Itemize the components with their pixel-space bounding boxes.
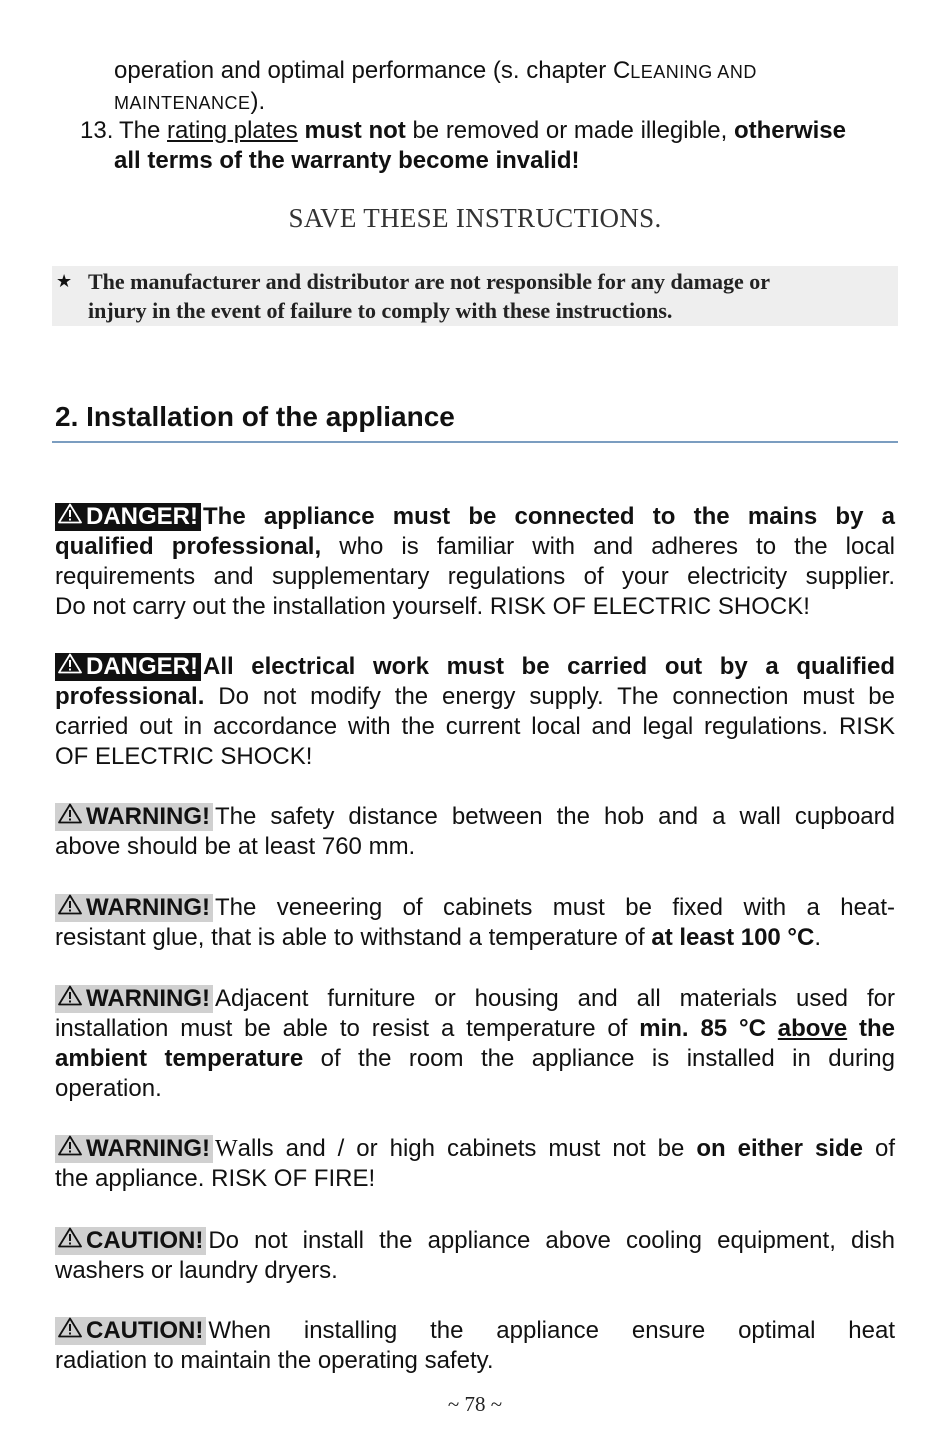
badge-label: WARNING! (86, 985, 210, 1012)
notice-line (55, 1226, 895, 1256)
list-item-13 (119, 116, 895, 146)
badge-label: CAUTION! (86, 1317, 204, 1344)
notice-emphasis: above (777, 1015, 848, 1042)
warning-triangle-icon (58, 1135, 82, 1162)
notice-text: The veneering of cabinets must be fixed with a heat- (214, 894, 895, 921)
item13-bold-2: otherwise (733, 117, 846, 144)
notice-line (55, 502, 895, 532)
notice-line (55, 1316, 895, 1346)
item13-bold: must not (304, 117, 406, 144)
notice-emphasis: min. 85 °C (639, 1015, 778, 1042)
continuation-line-1 (114, 56, 895, 87)
star-icon: ★ (56, 271, 73, 292)
notice-emphasis: qualified professional, (55, 533, 322, 560)
continuation-smallcaps: LEANING AND (630, 62, 757, 82)
warning-triangle-icon (58, 1317, 82, 1344)
notice-text: washers or laundry dryers. (55, 1257, 338, 1284)
notice-line (55, 1256, 895, 1286)
safety-notice-warn (55, 1226, 895, 1286)
notice-text: carried out in accordance with the current local and legal regulations. RISK (55, 713, 895, 740)
notice-line (55, 802, 895, 832)
notice-text: operation. (55, 1075, 162, 1102)
danger-badge (55, 653, 201, 681)
safety-notice-warn (55, 802, 895, 862)
notice-line (55, 1164, 895, 1194)
section-title: 2. Installation of the appliance (55, 401, 455, 432)
safety-notice-warn (55, 893, 895, 953)
notice-line (55, 832, 895, 862)
page-number: ~ 78 ~ (447, 1392, 503, 1416)
notice-line (55, 562, 895, 592)
continuation-smallcaps-2: MAINTENANCE (114, 93, 251, 113)
notice-line (55, 712, 895, 742)
warning-triangle-icon (58, 653, 82, 680)
notice-text: radiation to maintain the operating safety. (55, 1347, 494, 1374)
notice-text: resistant glue, that is able to withstand a temperature of (55, 924, 652, 951)
notice-emphasis: on either side (696, 1135, 863, 1162)
notice-text: Do not install the appliance above cooling equipment, dish (208, 1227, 895, 1254)
notice-line (55, 1044, 895, 1074)
notice-line (55, 652, 895, 682)
notice-text: installation must be able to resist a temperature of (55, 1015, 640, 1042)
save-instructions-heading: SAVE THESE INSTRUCTIONS. (288, 203, 662, 233)
warning-triangle-icon (58, 503, 82, 530)
notice-text: . (814, 924, 822, 951)
caution-badge (55, 1227, 206, 1255)
notice-text: requirements and supplementary regulations of your electricity supplier. (55, 563, 895, 590)
safety-notice-danger (55, 652, 895, 772)
disclaimer-line-1: The manufacturer and distributor are not responsible for any damage or (88, 269, 771, 294)
continuation-end: ). (250, 88, 266, 115)
safety-notice-danger (55, 502, 895, 622)
notice-line (55, 923, 895, 953)
warning-triangle-icon (58, 894, 82, 921)
danger-badge (55, 503, 201, 531)
list-item-number: 13. (80, 117, 114, 144)
section-divider (52, 441, 898, 443)
notice-text: Do not carry out the installation yourself. RISK OF ELECTRIC SHOCK! (55, 593, 810, 620)
caution-badge (55, 1317, 206, 1345)
notice-line (55, 742, 895, 772)
warning-badge (55, 894, 213, 922)
warning-triangle-icon (58, 985, 82, 1012)
notice-text: above should be at least 760 mm. (55, 833, 416, 860)
continuation-line-2 (114, 87, 265, 118)
notice-emphasis: The appliance must be connected to the mains by a (203, 503, 895, 530)
warning-badge (55, 803, 213, 831)
notice-text: of (863, 1135, 895, 1162)
notice-text: W (214, 1136, 238, 1162)
rating-plates-term: rating plates (167, 117, 298, 144)
notice-line (55, 1074, 895, 1104)
notice-emphasis: All electrical work must be carried out by a qualified (203, 653, 895, 680)
notice-line (55, 682, 895, 712)
disclaimer-line-2: injury in the event of failure to comply with these instructions. (88, 298, 673, 323)
warning-triangle-icon (58, 803, 82, 830)
badge-label: WARNING! (86, 803, 210, 830)
notice-text: alls and / or high cabinets must not be (237, 1135, 697, 1162)
notice-line (55, 893, 895, 923)
notice-emphasis: ambient temperature (55, 1045, 304, 1072)
badge-label: WARNING! (86, 894, 210, 921)
safety-notice-warn (55, 984, 895, 1104)
notice-emphasis: professional. (55, 683, 205, 710)
notice-emphasis: the (847, 1015, 896, 1042)
warning-triangle-icon (58, 1227, 82, 1254)
warranty-warning: all terms of the warranty become invalid! (114, 147, 580, 174)
continuation-text: operation and optimal performance (s. chapter (114, 57, 613, 84)
safety-notice-warn (55, 1134, 895, 1194)
notice-line (55, 1014, 895, 1044)
badge-label: CAUTION! (86, 1227, 204, 1254)
notice-text: the appliance. RISK OF FIRE! (55, 1165, 376, 1192)
notice-line (55, 1346, 895, 1376)
notice-text: The safety distance between the hob and a wall cupboard (214, 803, 895, 830)
notice-text: of the room the appliance is installed in during (303, 1045, 895, 1072)
notice-emphasis: at least 100 °C (651, 924, 815, 951)
notice-text: who is familiar with and adheres to the local (321, 533, 895, 560)
notice-line (55, 984, 895, 1014)
notice-line (55, 592, 895, 622)
notice-line (55, 1134, 895, 1164)
warning-badge (55, 985, 213, 1013)
warning-badge (55, 1135, 213, 1163)
item13-text: The (119, 117, 168, 144)
notice-text: Do not modify the energy supply. The connection must be (204, 683, 895, 710)
list-item-13-line-2 (114, 146, 579, 176)
badge-label: WARNING! (86, 1135, 210, 1162)
notice-line (55, 532, 895, 562)
item13-text-2: be removed or made illegible, (405, 117, 734, 144)
safety-notice-warn (55, 1316, 895, 1376)
badge-label: DANGER! (86, 653, 198, 680)
notice-text: When installing the appliance ensure optimal heat (208, 1317, 895, 1344)
notice-text: OF ELECTRIC SHOCK! (55, 743, 313, 770)
badge-label: DANGER! (86, 503, 198, 530)
continuation-smallcaps-initial: C (612, 57, 631, 84)
notice-text: Adjacent furniture or housing and all materials used for (214, 985, 895, 1012)
